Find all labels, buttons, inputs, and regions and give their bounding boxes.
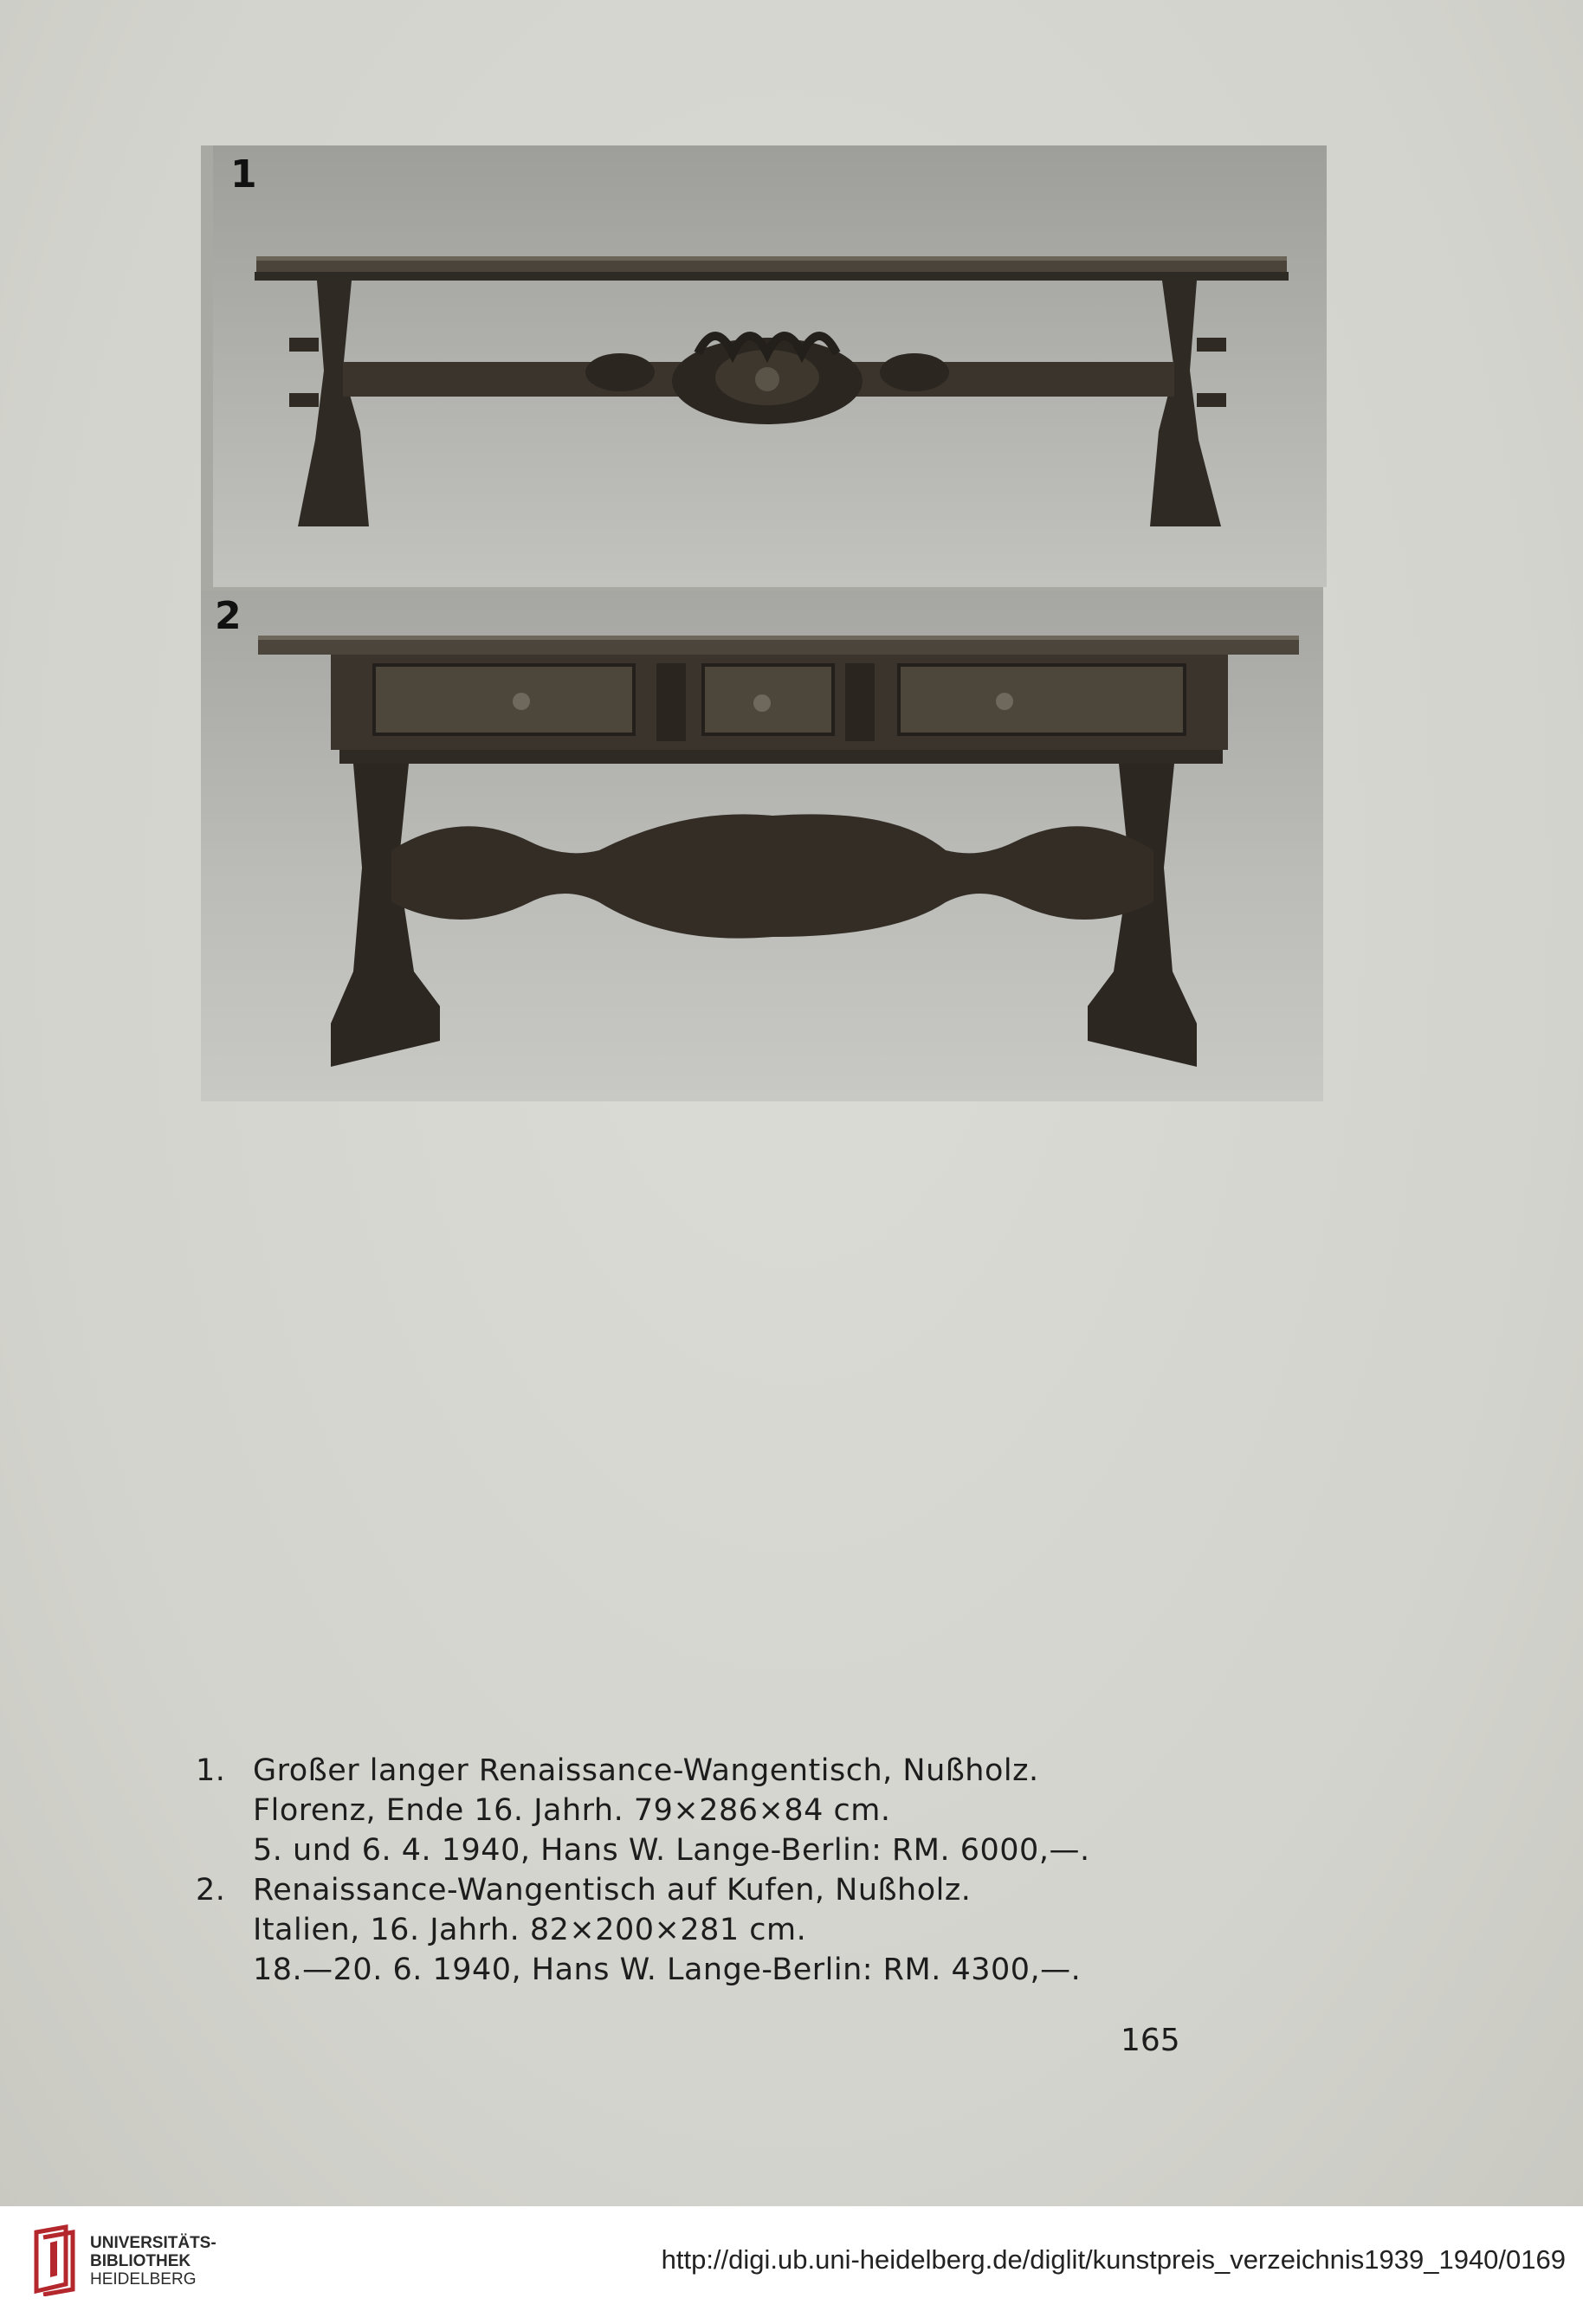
institution-line: BIBLIOTHEK xyxy=(90,2252,191,2270)
caption-origin-line: Florenz, Ende 16. Jahrh. 79×286×84 cm. xyxy=(253,1793,891,1828)
table-photo-1 xyxy=(213,145,1327,587)
plate-number-1: 1 xyxy=(230,152,257,197)
table-2-illustration xyxy=(201,591,1323,1101)
library-logo-icon xyxy=(31,2224,80,2296)
caption-number: 2. xyxy=(196,1873,226,1908)
caption-sale-line: 5. und 6. 4. 1940, Hans W. Lange-Berlin: RM. 6000,—. xyxy=(253,1833,1090,1868)
caption-number: 1. xyxy=(196,1753,226,1788)
table-1-illustration xyxy=(213,145,1327,587)
source-url-link[interactable]: http://digi.ub.uni-heidelberg.de/diglit/kunstpreis_verzeichnis1939_1940/0169 xyxy=(661,2244,1566,2275)
institution-name xyxy=(90,2234,216,2288)
catalog-captions xyxy=(196,1751,1192,1990)
institution-line: UNIVERSITÄTS- xyxy=(90,2234,216,2252)
caption-title-line: Großer langer Renaissance-Wangentisch, Nußholz. xyxy=(253,1753,1039,1788)
library-footer xyxy=(0,2206,1583,2324)
caption-title-line: Renaissance-Wangentisch auf Kufen, Nußholz. xyxy=(253,1873,972,1908)
caption-entry-2 xyxy=(196,1870,1192,1990)
caption-sale-line: 18.—20. 6. 1940, Hans W. Lange-Berlin: RM. 4300,—. xyxy=(253,1953,1082,1987)
caption-entry-1 xyxy=(196,1751,1192,1870)
institution-line: HEIDELBERG xyxy=(90,2270,197,2288)
caption-origin-line: Italien, 16. Jahrh. 82×200×281 cm. xyxy=(253,1913,807,1947)
photo-plate xyxy=(201,145,1323,1101)
table-photo-2 xyxy=(201,591,1323,1101)
plate-number-2: 2 xyxy=(215,594,242,638)
page-number: 165 xyxy=(1121,2023,1180,2058)
